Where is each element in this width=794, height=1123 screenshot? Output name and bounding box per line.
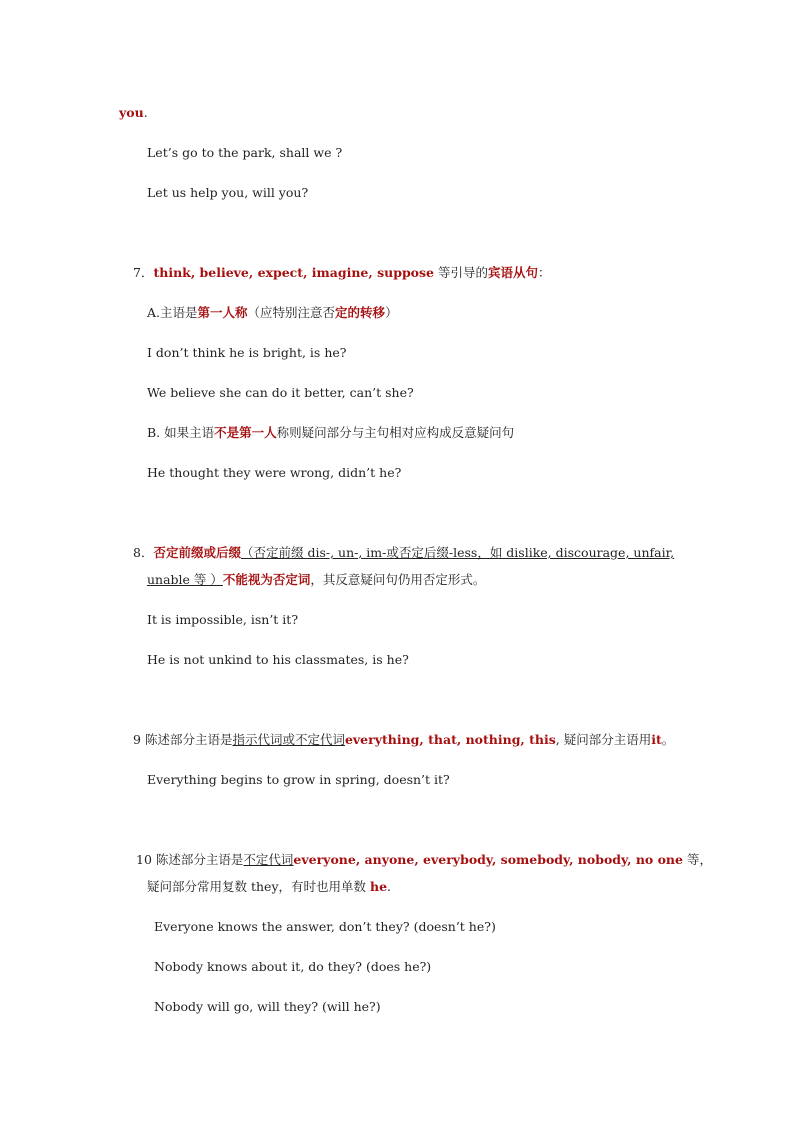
s7-mid: 等引导的 (434, 265, 488, 280)
s8-heading-line-2 (147, 571, 485, 589)
s7-number: 7． (133, 265, 154, 280)
s9-pre: 陈述部分主语是 (144, 732, 233, 747)
s8-post: ，其反意疑问句仍用否定形式。 (310, 572, 486, 587)
s7-a-end: ） (385, 305, 398, 320)
s10-example-1: Everyone knows the answer, don’t they? (doesn’t he?) (154, 919, 496, 934)
s9-mid: , 疑问部分主语用 (555, 732, 652, 747)
s6-example-2: Let us help you, will you? (147, 185, 309, 200)
s10-example-2: Nobody knows about it, do they? (does he?) (154, 959, 432, 974)
s9-end: 。 (661, 732, 675, 747)
s6-example-1: Let’s go to the park, shall we ? (147, 145, 343, 160)
s8-example-1: It is impossible, isn’t it? (147, 612, 299, 627)
s7-example-3: He thought they were wrong, didn’t he? (147, 465, 402, 480)
s10-post: 等， (682, 852, 712, 867)
s8-heading-line-1 (133, 544, 674, 562)
s8-number: 8． (133, 545, 154, 560)
s9-underlined: 指示代词或不定代词 (232, 732, 345, 747)
s10-l2-red: he (369, 879, 388, 894)
s7-verbs: think, believe, expect, imagine, suppose (153, 265, 435, 280)
s7-a-mid: （应特别注意否 (247, 305, 336, 320)
s9-red: everything, that, nothing, this (344, 732, 556, 747)
s7-b-red: 不是第一人 (214, 425, 277, 440)
s9-heading (133, 731, 674, 749)
s8-red1: 否定前缀或后缀 (153, 545, 241, 560)
s8-example-2: He is not unkind to his classmates, is he? (147, 652, 409, 667)
s7-colon: ： (538, 265, 551, 280)
s10-l2-end: . (387, 879, 392, 894)
s9-red2: it (651, 732, 662, 747)
s8-red2: 不能视为否定词 (222, 572, 311, 587)
s7-a-red1: 第一人称 (197, 305, 248, 320)
s10-pre: 陈述部分主语是 (155, 852, 244, 867)
s10-example-3: Nobody will go, will they? (will he?) (154, 999, 381, 1014)
s10-l2-pre: 疑问部分常用复数 they，有时也用单数 (147, 879, 370, 894)
s7-a-pre: A.主语是 (147, 305, 198, 320)
s6-tail-word: you (119, 105, 144, 120)
s8-underlined-2: unable 等 ） (147, 572, 223, 587)
s7-example-2: We believe she can do it better, can’t she? (147, 385, 414, 400)
s7-b-pre: B. 如果主语 (147, 425, 215, 440)
s10-heading-line-1 (136, 851, 712, 869)
s7-a-red2: 定的转移 (335, 305, 386, 320)
s6-tail-punct: . (143, 105, 148, 120)
s9-number: 9 (133, 732, 141, 747)
s7-point-a (147, 304, 398, 322)
s9-example-1: Everything begins to grow in spring, doesn’t it? (147, 772, 450, 787)
s10-red: everyone, anyone, everybody, somebody, nobody, no one (293, 852, 683, 867)
s7-point-b (147, 424, 514, 442)
s10-underlined: 不定代词 (243, 852, 294, 867)
s8-underlined-1: （否定前缀 dis-, un-, im-或否定后缀-less，如 dislike, discourage, unfair, (240, 545, 675, 560)
s7-heading (133, 264, 551, 282)
s10-heading-line-2 (147, 878, 391, 896)
s6-tail (119, 104, 148, 122)
s7-example-1: I don’t think he is bright, is he? (147, 345, 347, 360)
s10-number: 10 (136, 852, 152, 867)
s7-clause: 宾语从句 (488, 265, 539, 280)
s7-b-post: 称则疑问部分与主句相对应构成反意疑问句 (276, 425, 515, 440)
